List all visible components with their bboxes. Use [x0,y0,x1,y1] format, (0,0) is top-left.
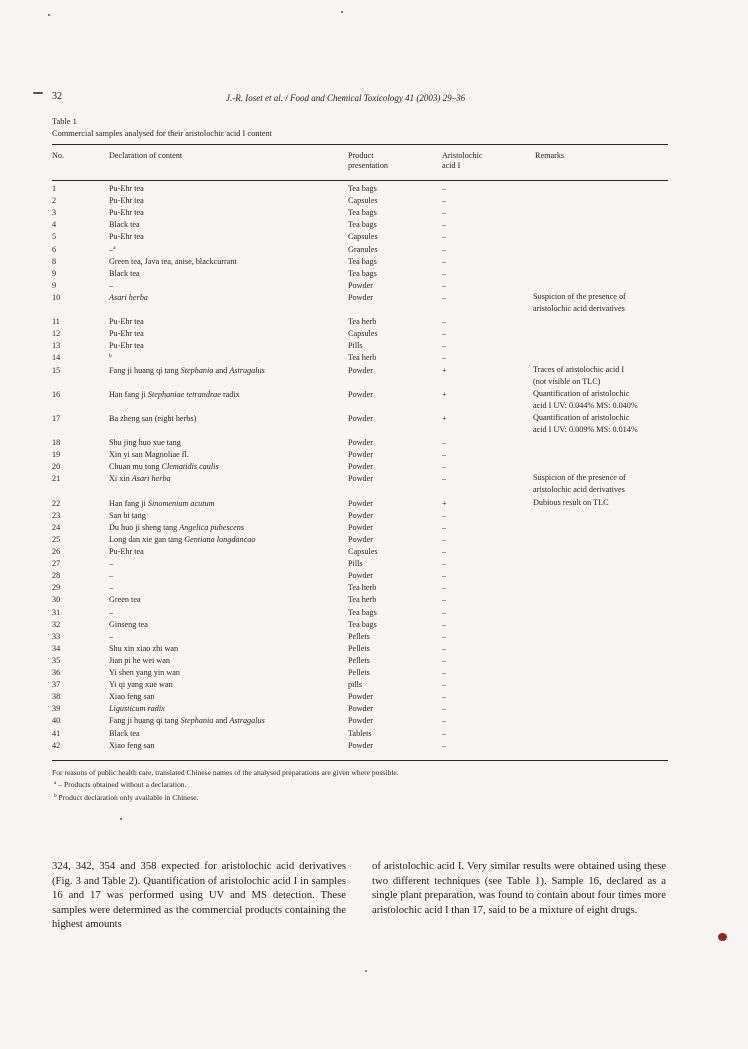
declaration-segment: Shu xin xiao zhi wan [109,643,179,653]
cell-declaration [109,620,148,630]
cell-sample-number: 1 [52,184,57,193]
cell-sample-number: 9 [52,280,57,290]
header-aristolochic-line2: acid I [442,161,461,170]
declaration-segment: Black tea [109,728,140,738]
cell-sample-number: 37 [52,680,61,690]
cell-aristolochic-result: – [442,547,447,556]
declaration-segment: Xiao feng san [109,692,155,702]
cell-aristolochic-result: – [442,716,447,726]
cell-declaration [109,656,170,666]
body-text-right-column: of aristolochic acid I. Very similar results were obtained using these two different techniques (see Table 1). Sample 16, declared as a single plant preparation, was found to contain about four times more aristolochic acid I than 17, said to be a mixture of eight drugs. [372,860,666,916]
remark-line: Dubious result on TLC [533,497,609,507]
cell-aristolochic-result: – [442,728,447,738]
cell-aristolochic-result: – [442,450,447,460]
cell-presentation: Powder [348,716,374,726]
cell-declaration [109,329,144,339]
cell-presentation: Capsules [348,329,378,339]
cell-sample-number: 15 [52,365,61,375]
cell-presentation: Tea herb [348,353,377,363]
cell-aristolochic-result: – [442,643,447,653]
footnote-b [52,792,399,805]
declaration-segment: Ba zheng san (eight herbs) [109,413,197,423]
declaration-segment: Fang ji huang qi tang [109,716,181,726]
cell-presentation: Tea herb [348,583,377,593]
cell-presentation: Pellets [348,668,370,677]
cell-declaration [109,245,116,256]
cell-presentation: Capsules [348,232,378,242]
cell-presentation: Pellets [348,655,370,665]
cell-sample-number: 23 [52,510,61,520]
cell-presentation: Capsules [348,196,378,206]
cell-aristolochic-result: – [442,619,447,629]
table-caption: Commercial samples analysed for their aristolochic acid I content [52,129,272,138]
cell-aristolochic-result: – [442,510,447,520]
declaration-segment: a [113,244,116,251]
cell-sample-number: 38 [52,692,61,702]
cell-declaration [109,450,189,460]
cell-aristolochic-result: + [442,365,447,375]
running-header: J.-R. Ioset et al. / Food and Chemical Toxicology 41 (2003) 29–36 [226,93,466,103]
declaration-segment: Sinomenium acutum [147,498,215,508]
cell-presentation: Pills [348,559,363,569]
footnote-a [52,779,399,792]
cell-presentation: pills [348,680,363,690]
table-top-rule [52,144,668,145]
cell-presentation: Powder [348,292,374,302]
cell-remarks [533,364,624,388]
cell-presentation: Powder [348,413,374,423]
cell-presentation: Powder [348,365,374,375]
cell-declaration [109,511,146,521]
footnote-a-mark: a [53,780,57,786]
cell-aristolochic-result: – [442,462,447,472]
declaration-segment: Black tea [109,220,140,230]
declaration-segment: Asari herba [131,474,171,484]
declaration-segment: Xi xin [109,474,132,484]
cell-aristolochic-result: – [442,353,447,363]
cell-sample-number: 5 [52,232,57,242]
scan-speck [718,933,727,941]
remark-line: Quantification of aristolochic [533,388,630,398]
cell-sample-number: 3 [52,208,57,218]
cell-aristolochic-result: – [442,740,447,750]
cell-aristolochic-result: – [442,583,447,593]
cell-sample-number: 41 [52,728,61,738]
cell-aristolochic-result: – [442,559,447,569]
cell-sample-number: 29 [52,583,61,593]
cell-aristolochic-result: – [442,595,447,605]
scan-speck [365,970,367,972]
cell-presentation: Capsules [348,547,378,556]
cell-remarks [533,388,638,412]
remark-line: Traces of aristolochic acid I [533,364,625,374]
cell-aristolochic-result: – [442,292,447,302]
cell-sample-number: 14 [52,353,61,363]
declaration-segment: San bi tang [109,510,146,520]
cell-presentation: Powder [348,740,374,750]
declaration-segment: Fang ji huang qi tang [109,365,181,375]
body-text-left-column: 324, 342, 354 and 358 expected for aristolochic acid derivatives (Fig. 3 and Table 2). Quantification of aristolochic acid I in samples 16 and 17 was performed using UV and MS detection. These samples were determined as the commercial products containing the highest amounts [52,860,346,931]
cell-remarks [533,291,626,315]
cell-aristolochic-result: – [442,268,447,278]
footnote-b-mark: b [53,793,57,799]
declaration-segment: Clematidis caulis [161,462,219,472]
cell-sample-number: 19 [52,450,61,460]
cell-declaration [109,583,113,593]
cell-sample-number: 34 [52,643,61,653]
page-number: 32 [52,91,62,102]
cell-aristolochic-result: – [442,680,447,690]
header-presentation-line2: presentation [348,161,389,170]
cell-aristolochic-result: – [442,280,447,290]
cell-sample-number: 24 [52,522,61,532]
cell-sample-number: 12 [52,329,61,339]
cell-sample-number: 40 [52,716,61,726]
cell-declaration [109,547,144,557]
cell-presentation: Powder [348,450,374,460]
cell-presentation: Tablets [348,728,372,738]
cell-declaration [109,317,144,327]
cell-presentation: Pills [348,341,363,351]
declaration-segment: – [109,631,114,641]
table-bottom-rule [52,760,668,761]
cell-aristolochic-result: – [442,534,447,544]
declaration-segment: radix [220,389,240,399]
declaration-segment: – [109,280,114,290]
cell-declaration [109,196,144,206]
scan-speck [120,818,122,820]
declaration-segment: Xiao feng san [109,740,155,750]
cell-presentation: Powder [348,462,374,472]
cell-presentation: Tea bags [348,619,377,629]
cell-sample-number: 32 [52,619,61,629]
cell-sample-number: 22 [52,498,61,508]
cell-remarks [533,412,638,436]
cell-sample-number: 36 [52,668,61,677]
cell-declaration [109,741,154,751]
header-declaration: Declaration of content [109,151,183,160]
cell-declaration [109,535,255,545]
scan-speck [341,11,343,13]
cell-presentation: Powder [348,510,374,520]
declaration-segment: Xin yi san Magnoliae fl. [109,450,189,460]
cell-presentation: Tea herb [348,317,377,327]
cell-declaration [109,281,113,291]
footnote-b-text: Product declaration only available in Chinese. [56,793,199,802]
cell-sample-number: 2 [52,196,57,206]
table-label: Table 1 [52,117,77,126]
cell-declaration [109,729,140,739]
cell-sample-number: 8 [52,256,57,266]
cell-aristolochic-result: + [442,498,447,508]
cell-aristolochic-result: – [442,184,447,193]
declaration-segment: Han fang ji [109,389,148,399]
cell-aristolochic-result: + [442,389,447,399]
cell-aristolochic-result: – [442,692,447,702]
cell-sample-number: 25 [52,534,61,544]
header-presentation-line1: Product [348,151,374,160]
cell-sample-number: 13 [52,341,61,351]
cell-presentation: Tea bags [348,607,377,617]
cell-sample-number: 18 [52,438,61,448]
scan-speck [48,14,50,16]
cell-declaration [109,595,141,605]
cell-presentation: Tea bags [348,220,377,230]
cell-sample-number: 30 [52,595,61,605]
declaration-segment: Du huo ji sheng tang [109,522,180,532]
cell-presentation: Powder [348,498,374,508]
cell-aristolochic-result: – [442,341,447,351]
cell-declaration [109,571,113,581]
declaration-segment: Long dan xie gan tang [109,534,185,544]
declaration-segment: Pu-Ehr tea [109,184,144,193]
declaration-segment: Pu-Ehr tea [109,208,144,218]
cell-aristolochic-result: – [442,244,447,254]
cell-presentation: Tea bags [348,268,377,278]
footnote-a-text: – Products obtained without a declaration. [56,780,187,789]
header-aristolochic [442,151,482,171]
declaration-segment: – [109,244,114,254]
cell-presentation: Powder [348,389,374,399]
cell-presentation: Powder [348,692,374,702]
cell-sample-number: 39 [52,704,61,714]
header-aristolochic-line1: Aristolochic [442,151,483,160]
cell-declaration [109,680,173,690]
cell-aristolochic-result: – [442,522,447,532]
declaration-segment: Stephaniae tetrandrae [147,389,221,399]
cell-declaration [109,184,144,194]
cell-presentation: Powder [348,704,374,714]
cell-declaration [109,704,165,714]
cell-sample-number: 26 [52,547,61,556]
cell-sample-number: 6 [52,244,57,254]
declaration-segment: Jian pi he wei wan [109,655,170,665]
declaration-segment: – [109,559,114,569]
cell-declaration [109,608,113,618]
cell-sample-number: 11 [52,317,60,327]
cell-aristolochic-result: – [442,655,447,665]
cell-declaration [109,644,178,654]
declaration-segment: Shu jing huo xue tang [109,438,181,448]
cell-presentation: Granules [348,244,378,254]
header-remarks: Remarks [535,151,565,160]
scan-speck [33,92,43,94]
cell-declaration [109,716,265,726]
declaration-segment: and [213,365,230,375]
cell-presentation: Powder [348,280,374,290]
declaration-segment: Stephania [180,716,214,726]
cell-aristolochic-result: – [442,232,447,242]
cell-remarks [533,497,609,509]
declaration-segment: Astragalus [229,365,265,375]
header-presentation [348,151,388,171]
cell-presentation: Tea herb [348,595,377,605]
declaration-segment: – [109,571,114,581]
declaration-segment: Pu-Ehr tea [109,341,144,351]
cell-aristolochic-result: – [442,317,447,327]
declaration-segment: Pu-Ehr tea [109,196,144,206]
remark-line: acid I UV: 0.009% MS: 0.014% [533,424,638,434]
cell-sample-number: 35 [52,655,61,665]
table-footnotes [52,767,399,805]
declaration-segment: Stephania [180,365,214,375]
cell-presentation: Powder [348,534,374,544]
declaration-segment: Asari herba [109,292,148,302]
cell-declaration [109,523,244,533]
cell-declaration [109,438,181,448]
cell-declaration [109,232,144,242]
declaration-segment: Han fang ji [109,498,148,508]
declaration-segment: Pu-Ehr tea [109,317,144,327]
declaration-segment: Yi qi yang xue wan [109,680,173,690]
cell-declaration [109,499,215,509]
remark-line: Suspicion of the presence of [533,291,626,301]
cell-presentation: Tea bags [348,184,377,193]
cell-sample-number: 17 [52,413,61,423]
cell-aristolochic-result: + [442,413,447,423]
cell-presentation: Powder [348,522,374,532]
cell-aristolochic-result: – [442,220,447,230]
remark-line: acid I UV: 0.044% MS: 0.040% [533,400,638,410]
cell-presentation: Tea bags [348,256,377,266]
cell-sample-number: 9 [52,268,57,278]
cell-declaration [109,293,148,303]
cell-aristolochic-result: – [442,668,447,677]
declaration-segment: Green tea [109,595,141,605]
declaration-segment: Yi shen yang yin wan [109,668,180,677]
cell-sample-number: 42 [52,740,61,750]
cell-aristolochic-result: – [442,474,447,484]
cell-sample-number: 4 [52,220,57,230]
cell-aristolochic-result: – [442,256,447,266]
cell-declaration [109,462,219,472]
cell-declaration [109,668,180,678]
declaration-segment: Pu-Ehr tea [109,329,144,339]
declaration-segment: Pu-Ehr tea [109,232,144,242]
declaration-segment: Gentiana longdancao [184,534,256,544]
declaration-segment: – [109,583,114,593]
declaration-segment: Black tea [109,268,140,278]
cell-aristolochic-result: – [442,208,447,218]
cell-remarks [533,472,626,496]
remark-line: aristolochic acid derivatives [533,485,625,495]
remark-line: aristolochic acid derivatives [533,303,625,313]
cell-declaration [109,390,240,400]
cell-presentation: Tea bags [348,208,377,218]
declaration-segment: Ligusticum radix [109,704,165,714]
cell-presentation: Pellets [348,631,370,641]
cell-aristolochic-result: – [442,329,447,339]
cell-sample-number: 10 [52,292,61,302]
remark-line: (not visible on TLC) [533,376,601,386]
cell-aristolochic-result: – [442,704,447,714]
declaration-segment: Green tea, Java tea, anise, blackcurrant [109,256,237,266]
cell-declaration [109,559,113,569]
cell-sample-number: 27 [52,559,61,569]
declaration-segment: Angelica pubescens [179,522,245,532]
cell-declaration [109,692,154,702]
footnote-general: For reasons of public health care, translated Chinese names of the analysed preparations are given where possible. [52,768,399,777]
cell-sample-number: 20 [52,462,61,472]
cell-declaration [109,341,144,351]
declaration-segment: – [109,607,114,617]
cell-sample-number: 21 [52,474,61,484]
cell-declaration [109,220,140,230]
cell-sample-number: 31 [52,607,61,617]
remark-line: Quantification of aristolochic [533,412,630,422]
declaration-segment: Chuan mu tong [109,462,162,472]
declaration-segment: Astragalus [229,716,265,726]
cell-aristolochic-result: – [442,438,447,448]
header-no: No. [52,151,65,160]
table-header-rule [52,180,668,181]
cell-sample-number: 28 [52,571,61,581]
cell-presentation: Powder [348,571,374,581]
cell-declaration [109,414,196,424]
cell-aristolochic-result: – [442,607,447,617]
declaration-segment: Pu-Ehr tea [109,547,144,556]
cell-sample-number: 33 [52,631,61,641]
cell-declaration [109,366,265,376]
cell-declaration [109,632,113,642]
cell-presentation: Pellets [348,643,370,653]
declaration-segment: Ginseng tea [109,619,148,629]
cell-aristolochic-result: – [442,631,447,641]
cell-aristolochic-result: – [442,571,447,581]
declaration-segment: b [109,353,112,360]
cell-aristolochic-result: – [442,196,447,206]
cell-sample-number: 16 [52,389,61,399]
cell-declaration [109,208,144,218]
cell-declaration [109,474,171,484]
cell-declaration [109,269,140,279]
remark-line: Suspicion of the presence of [533,473,626,483]
declaration-segment: and [213,716,230,726]
cell-presentation: Powder [348,438,374,448]
cell-declaration [109,353,112,364]
cell-presentation: Powder [348,474,374,484]
cell-declaration [109,257,237,267]
